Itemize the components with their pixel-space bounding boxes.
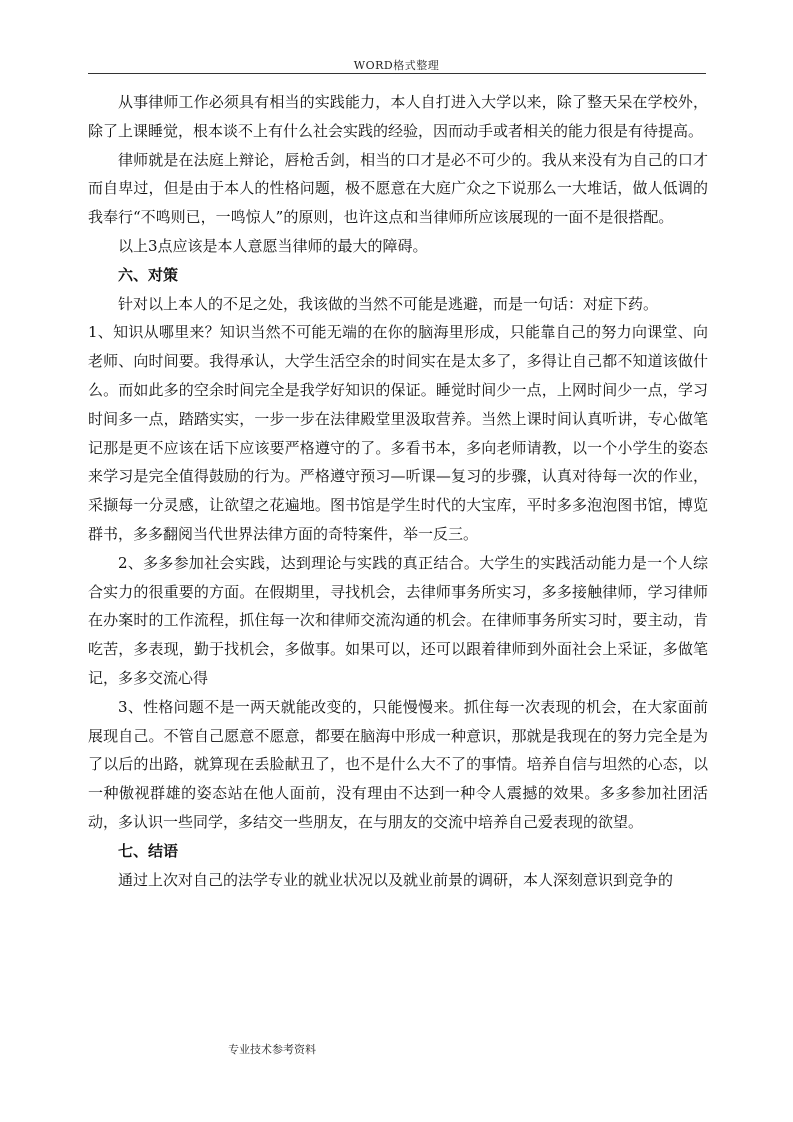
document-body bbox=[88, 88, 708, 894]
paragraph: 通过上次对自己的法学专业的就业状况以及就业前景的调研，本人深刻意识到竞争的 bbox=[118, 870, 674, 889]
paragraph: 从事律师工作必须具有相当的实践能力，本人自打进入大学以来，除了整天呆在学校外，除了上课睡觉，根本谈不上有什么社会实践的经验，因而动手或者相关的能力很是有待提高。 bbox=[88, 93, 708, 140]
paragraph: 以上3点应该是本人意愿当律师的最大的障碍。 bbox=[118, 236, 428, 255]
paragraph: 2、多多参加社会实践，达到理论与实践的真正结合。大学生的实践活动能力是一个人综合实力的很重要的方面。在假期里，寻找机会，去律师事务所实习，多多接触律师，学习律师在办案时的工作流程，抓住每一次和律师交流沟通的机会。在律师事务所实习时，要主动，肯吃苦，多表现，勤于找机会，多做事。如果可以，还可以跟着律师到外面社会上采证，多做笔记，多多交流心得 bbox=[88, 553, 708, 687]
page-footer: 专业技术参考资料 bbox=[228, 1043, 316, 1056]
paragraph: 1、知识从哪里来？知识当然不可能无端的在你的脑海里形成，只能靠自己的努力向课堂、向老师、向时间要。我得承认，大学生活空余的时间实在是太多了，多得让自己都不知道该做什么。而如此多的空余时间完全是我学好知识的保证。睡觉时间少一点，上网时间少一点，学习时间多一点，踏踏实实，一步一步在法律殿堂里汲取营养。当然上课时间认真听讲，专心做笔记那是更不应该在话下应该要严格遵守的了。多看书本，多向老师请教，以一个小学生的姿态来学习是完全值得鼓励的行为。严格遵守预习—听课—复习的步骤，认真对待每一次的作业，采撷每一分灵感，让欲望之花遍地。图书馆是学生时代的大宝库，平时多多泡泡图书馆，博览群书，多多翻阅当代世界法律方面的奇特案件，举一反三。 bbox=[88, 323, 708, 543]
section-heading: 六、对策 bbox=[118, 265, 179, 284]
page-header: WORD格式整理 bbox=[353, 59, 440, 72]
paragraph: 针对以上本人的不足之处，我该做的当然不可能是逃避，而是一句话：对症下药。 bbox=[118, 294, 659, 313]
paragraph: 3、性格问题不是一两天就能改变的，只能慢慢来。抓住每一次表现的机会，在大家面前展现自己。不管自己愿意不愿意，都要在脑海中形成一种意识，那就是我现在的努力完全是为了以后的出路，就算现在丢脸献丑了，也不是什么大不了的事情。培养自信与坦然的心态，以一种傲视群雄的姿态站在他人面前，没有理由不达到一种令人震撼的效果。多多参加社团活动，多认识一些同学，多结交一些朋友，在与朋友的交流中培养自己爱表现的欲望。 bbox=[88, 697, 708, 831]
section-heading: 七、结语 bbox=[118, 841, 179, 860]
header-divider bbox=[88, 73, 706, 74]
paragraph: 律师就是在法庭上辩论，唇枪舌剑，相当的口才是必不可少的。我从来没有为自己的口才而自卑过，但是由于本人的性格问题，极不愿意在大庭广众之下说那么一大堆话，做人低调的我奉行“不鸣则已，一鸣惊人”的原则，也许这点和当律师所应该展现的一面不是很搭配。 bbox=[88, 150, 708, 227]
